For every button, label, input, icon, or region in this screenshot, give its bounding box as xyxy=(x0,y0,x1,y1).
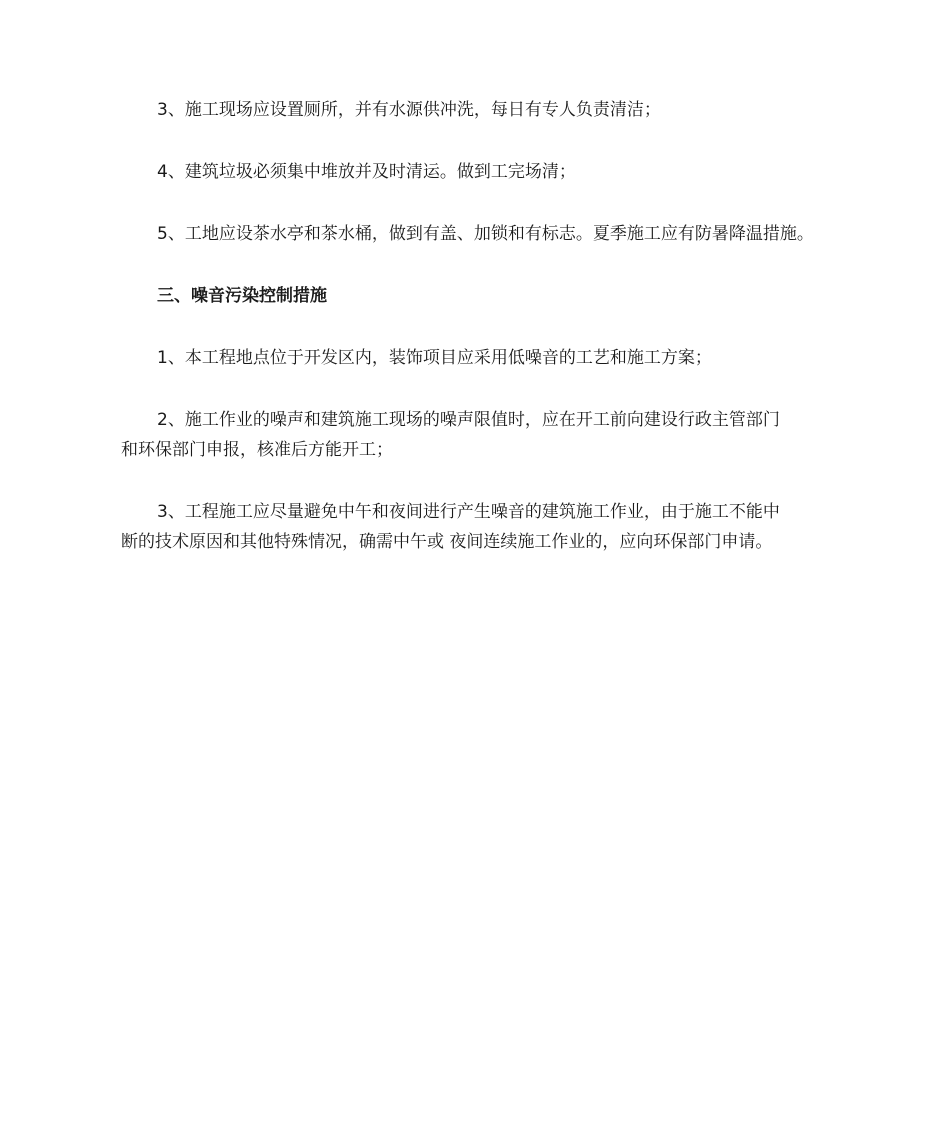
text-line: 2、施工作业的噪声和建筑施工现场的噪声限值时，应在开工前向建设行政主管部门 xyxy=(157,410,780,430)
text-line: 和环保部门申报，核准后方能开工； xyxy=(121,440,393,460)
text-line: 3、施工现场应设置厕所，并有水源供冲洗，每日有专人负责清洁； xyxy=(157,100,661,120)
paragraph-night-work xyxy=(121,497,831,557)
paragraph-toilet xyxy=(121,95,831,125)
text-line: 5、工地应设茶水亭和茶水桶，做到有盖、加锁和有标志。夏季施工应有防暑降温措施。 xyxy=(157,224,814,244)
paragraph-noise-declaration xyxy=(121,405,831,465)
text-line: 断的技术原因和其他特殊情况，确需中午或 夜间连续施工作业的，应向环保部门申请。 xyxy=(121,532,773,552)
text-line: 3、工程施工应尽量避免中午和夜间进行产生噪音的建筑施工作业，由于施工不能中 xyxy=(157,502,780,522)
paragraph-low-noise xyxy=(121,343,831,373)
heading-text: 三、噪音污染控制措施 xyxy=(157,286,327,306)
text-line: 1、本工程地点位于开发区内，装饰项目应采用低噪音的工艺和施工方案； xyxy=(157,348,712,368)
document-page xyxy=(121,95,831,589)
paragraph-waste xyxy=(121,157,831,187)
section-heading-noise xyxy=(121,281,831,311)
text-line: 4、建筑垃圾必须集中堆放并及时清运。做到工完场清； xyxy=(157,162,576,182)
paragraph-tea-station xyxy=(121,219,831,249)
